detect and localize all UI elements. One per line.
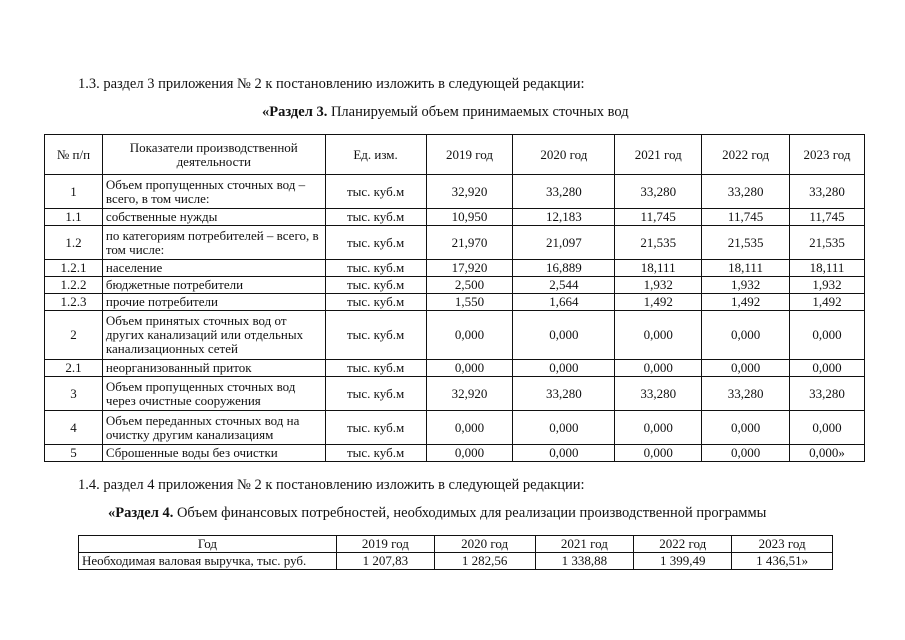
value-2020: 12,183 [513, 209, 615, 226]
table-row [45, 311, 865, 360]
table-row [45, 209, 865, 226]
value-2019: 0,000 [426, 411, 513, 445]
row-unit: тыс. куб.м [325, 226, 426, 260]
value-2019: 0,000 [426, 445, 513, 462]
value-2023: 0,000» [790, 445, 865, 462]
value-2022: 0,000 [702, 360, 790, 377]
row-unit: тыс. куб.м [325, 377, 426, 411]
row-num: 1 [45, 175, 103, 209]
row-name: прочие потребители [102, 294, 325, 311]
row-unit: тыс. куб.м [325, 294, 426, 311]
row-num: 3 [45, 377, 103, 411]
value-2020: 16,889 [513, 260, 615, 277]
value-2021: 1,932 [615, 277, 702, 294]
section-3-title-bold: «Раздел 3. [262, 104, 328, 120]
row-num: 4 [45, 411, 103, 445]
header-indicator: Показатели производственной деятельности [102, 135, 325, 175]
value-2021: 0,000 [615, 445, 702, 462]
section-3-title-text: Планируемый объем принимаемых сточных вод [327, 104, 629, 120]
value-2023: 11,745 [790, 209, 865, 226]
value-2019: 0,000 [426, 311, 513, 360]
value-2023: 18,111 [790, 260, 865, 277]
row-unit: тыс. куб.м [325, 411, 426, 445]
header-2020: 2020 год [434, 536, 535, 553]
section-4-title [108, 505, 766, 522]
value-2022: 21,535 [702, 226, 790, 260]
value-2020: 1 282,56 [434, 553, 535, 570]
header-2019: 2019 год [426, 135, 513, 175]
table-row [45, 445, 865, 462]
table-row [79, 553, 833, 570]
value-2023: 21,535 [790, 226, 865, 260]
header-2022: 2022 год [702, 135, 790, 175]
row-unit: тыс. куб.м [325, 260, 426, 277]
row-name: Объем переданных сточных вод на очистку другим канализациям [102, 411, 325, 445]
header-2021: 2021 год [615, 135, 702, 175]
value-2023: 33,280 [790, 175, 865, 209]
section-3-title [262, 104, 629, 121]
table-row [45, 277, 865, 294]
value-2019: 32,920 [426, 377, 513, 411]
table-row [45, 175, 865, 209]
header-unit: Ед. изм. [325, 135, 426, 175]
section-4-table [78, 535, 833, 570]
table-header-row [45, 135, 865, 175]
value-2023: 1 436,51» [732, 553, 833, 570]
value-2022: 1 399,49 [634, 553, 732, 570]
value-2019: 0,000 [426, 360, 513, 377]
row-name: Сброшенные воды без очистки [102, 445, 325, 462]
paragraph-1-4: 1.4. раздел 4 приложения № 2 к постановлению изложить в следующей редакции: [78, 477, 585, 493]
row-unit: тыс. куб.м [325, 445, 426, 462]
row-unit: тыс. куб.м [325, 175, 426, 209]
row-unit: тыс. куб.м [325, 209, 426, 226]
paragraph-1-3: 1.3. раздел 3 приложения № 2 к постановлению изложить в следующей редакции: [78, 76, 585, 92]
header-2022: 2022 год [634, 536, 732, 553]
row-num: 1.2 [45, 226, 103, 260]
value-2019: 10,950 [426, 209, 513, 226]
header-num: № п/п [45, 135, 103, 175]
value-2021: 0,000 [615, 360, 702, 377]
value-2021: 1,492 [615, 294, 702, 311]
header-2020: 2020 год [513, 135, 615, 175]
value-2021: 1 338,88 [535, 553, 634, 570]
value-2019: 1 207,83 [336, 553, 434, 570]
table-row [45, 260, 865, 277]
header-2023: 2023 год [790, 135, 865, 175]
value-2023: 1,932 [790, 277, 865, 294]
value-2020: 0,000 [513, 311, 615, 360]
value-2021: 0,000 [615, 311, 702, 360]
table-row [45, 226, 865, 260]
value-2020: 33,280 [513, 175, 615, 209]
value-2020: 1,664 [513, 294, 615, 311]
row-name: неорганизованный приток [102, 360, 325, 377]
header-2021: 2021 год [535, 536, 634, 553]
row-unit: тыс. куб.м [325, 277, 426, 294]
table-row [45, 294, 865, 311]
value-2021: 0,000 [615, 411, 702, 445]
value-2023: 0,000 [790, 360, 865, 377]
table-header-row [79, 536, 833, 553]
row-num: 1.2.3 [45, 294, 103, 311]
value-2019: 2,500 [426, 277, 513, 294]
value-2022: 33,280 [702, 377, 790, 411]
row-name: Объем пропущенных сточных вод – всего, в том числе: [102, 175, 325, 209]
value-2022: 18,111 [702, 260, 790, 277]
table-row [45, 360, 865, 377]
value-2019: 17,920 [426, 260, 513, 277]
value-2020: 2,544 [513, 277, 615, 294]
value-2020: 0,000 [513, 360, 615, 377]
row-num: 2.1 [45, 360, 103, 377]
value-2022: 0,000 [702, 445, 790, 462]
section-4-title-text: Объем финансовых потребностей, необходимых для реализации производственной программы [173, 505, 767, 521]
value-2021: 18,111 [615, 260, 702, 277]
value-2023: 33,280 [790, 377, 865, 411]
value-2021: 11,745 [615, 209, 702, 226]
table-row [45, 377, 865, 411]
row-unit: тыс. куб.м [325, 311, 426, 360]
value-2023: 1,492 [790, 294, 865, 311]
value-2022: 0,000 [702, 411, 790, 445]
value-2022: 33,280 [702, 175, 790, 209]
row-name: по категориям потребителей – всего, в том числе: [102, 226, 325, 260]
value-2020: 0,000 [513, 445, 615, 462]
value-2021: 33,280 [615, 175, 702, 209]
value-2020: 21,097 [513, 226, 615, 260]
value-2022: 1,932 [702, 277, 790, 294]
value-2022: 11,745 [702, 209, 790, 226]
row-name: население [102, 260, 325, 277]
value-2019: 21,970 [426, 226, 513, 260]
row-num: 1.1 [45, 209, 103, 226]
header-year: Год [79, 536, 337, 553]
value-2023: 0,000 [790, 311, 865, 360]
row-name: Объем принятых сточных вод от других канализаций или отдельных канализационных сетей [102, 311, 325, 360]
row-num: 1.2.1 [45, 260, 103, 277]
value-2019: 1,550 [426, 294, 513, 311]
row-unit: тыс. куб.м [325, 360, 426, 377]
row-name: бюджетные потребители [102, 277, 325, 294]
value-2021: 33,280 [615, 377, 702, 411]
row-num: 2 [45, 311, 103, 360]
row-name: Необходимая валовая выручка, тыс. руб. [79, 553, 337, 570]
value-2023: 0,000 [790, 411, 865, 445]
table-row [45, 411, 865, 445]
header-2019: 2019 год [336, 536, 434, 553]
value-2020: 33,280 [513, 377, 615, 411]
value-2021: 21,535 [615, 226, 702, 260]
value-2019: 32,920 [426, 175, 513, 209]
section-4-title-bold: «Раздел 4. [108, 505, 174, 521]
row-num: 1.2.2 [45, 277, 103, 294]
value-2022: 0,000 [702, 311, 790, 360]
value-2022: 1,492 [702, 294, 790, 311]
row-name: собственные нужды [102, 209, 325, 226]
row-name: Объем пропущенных сточных вод через очистные сооружения [102, 377, 325, 411]
value-2020: 0,000 [513, 411, 615, 445]
row-num: 5 [45, 445, 103, 462]
section-3-table [44, 134, 865, 462]
header-2023: 2023 год [732, 536, 833, 553]
